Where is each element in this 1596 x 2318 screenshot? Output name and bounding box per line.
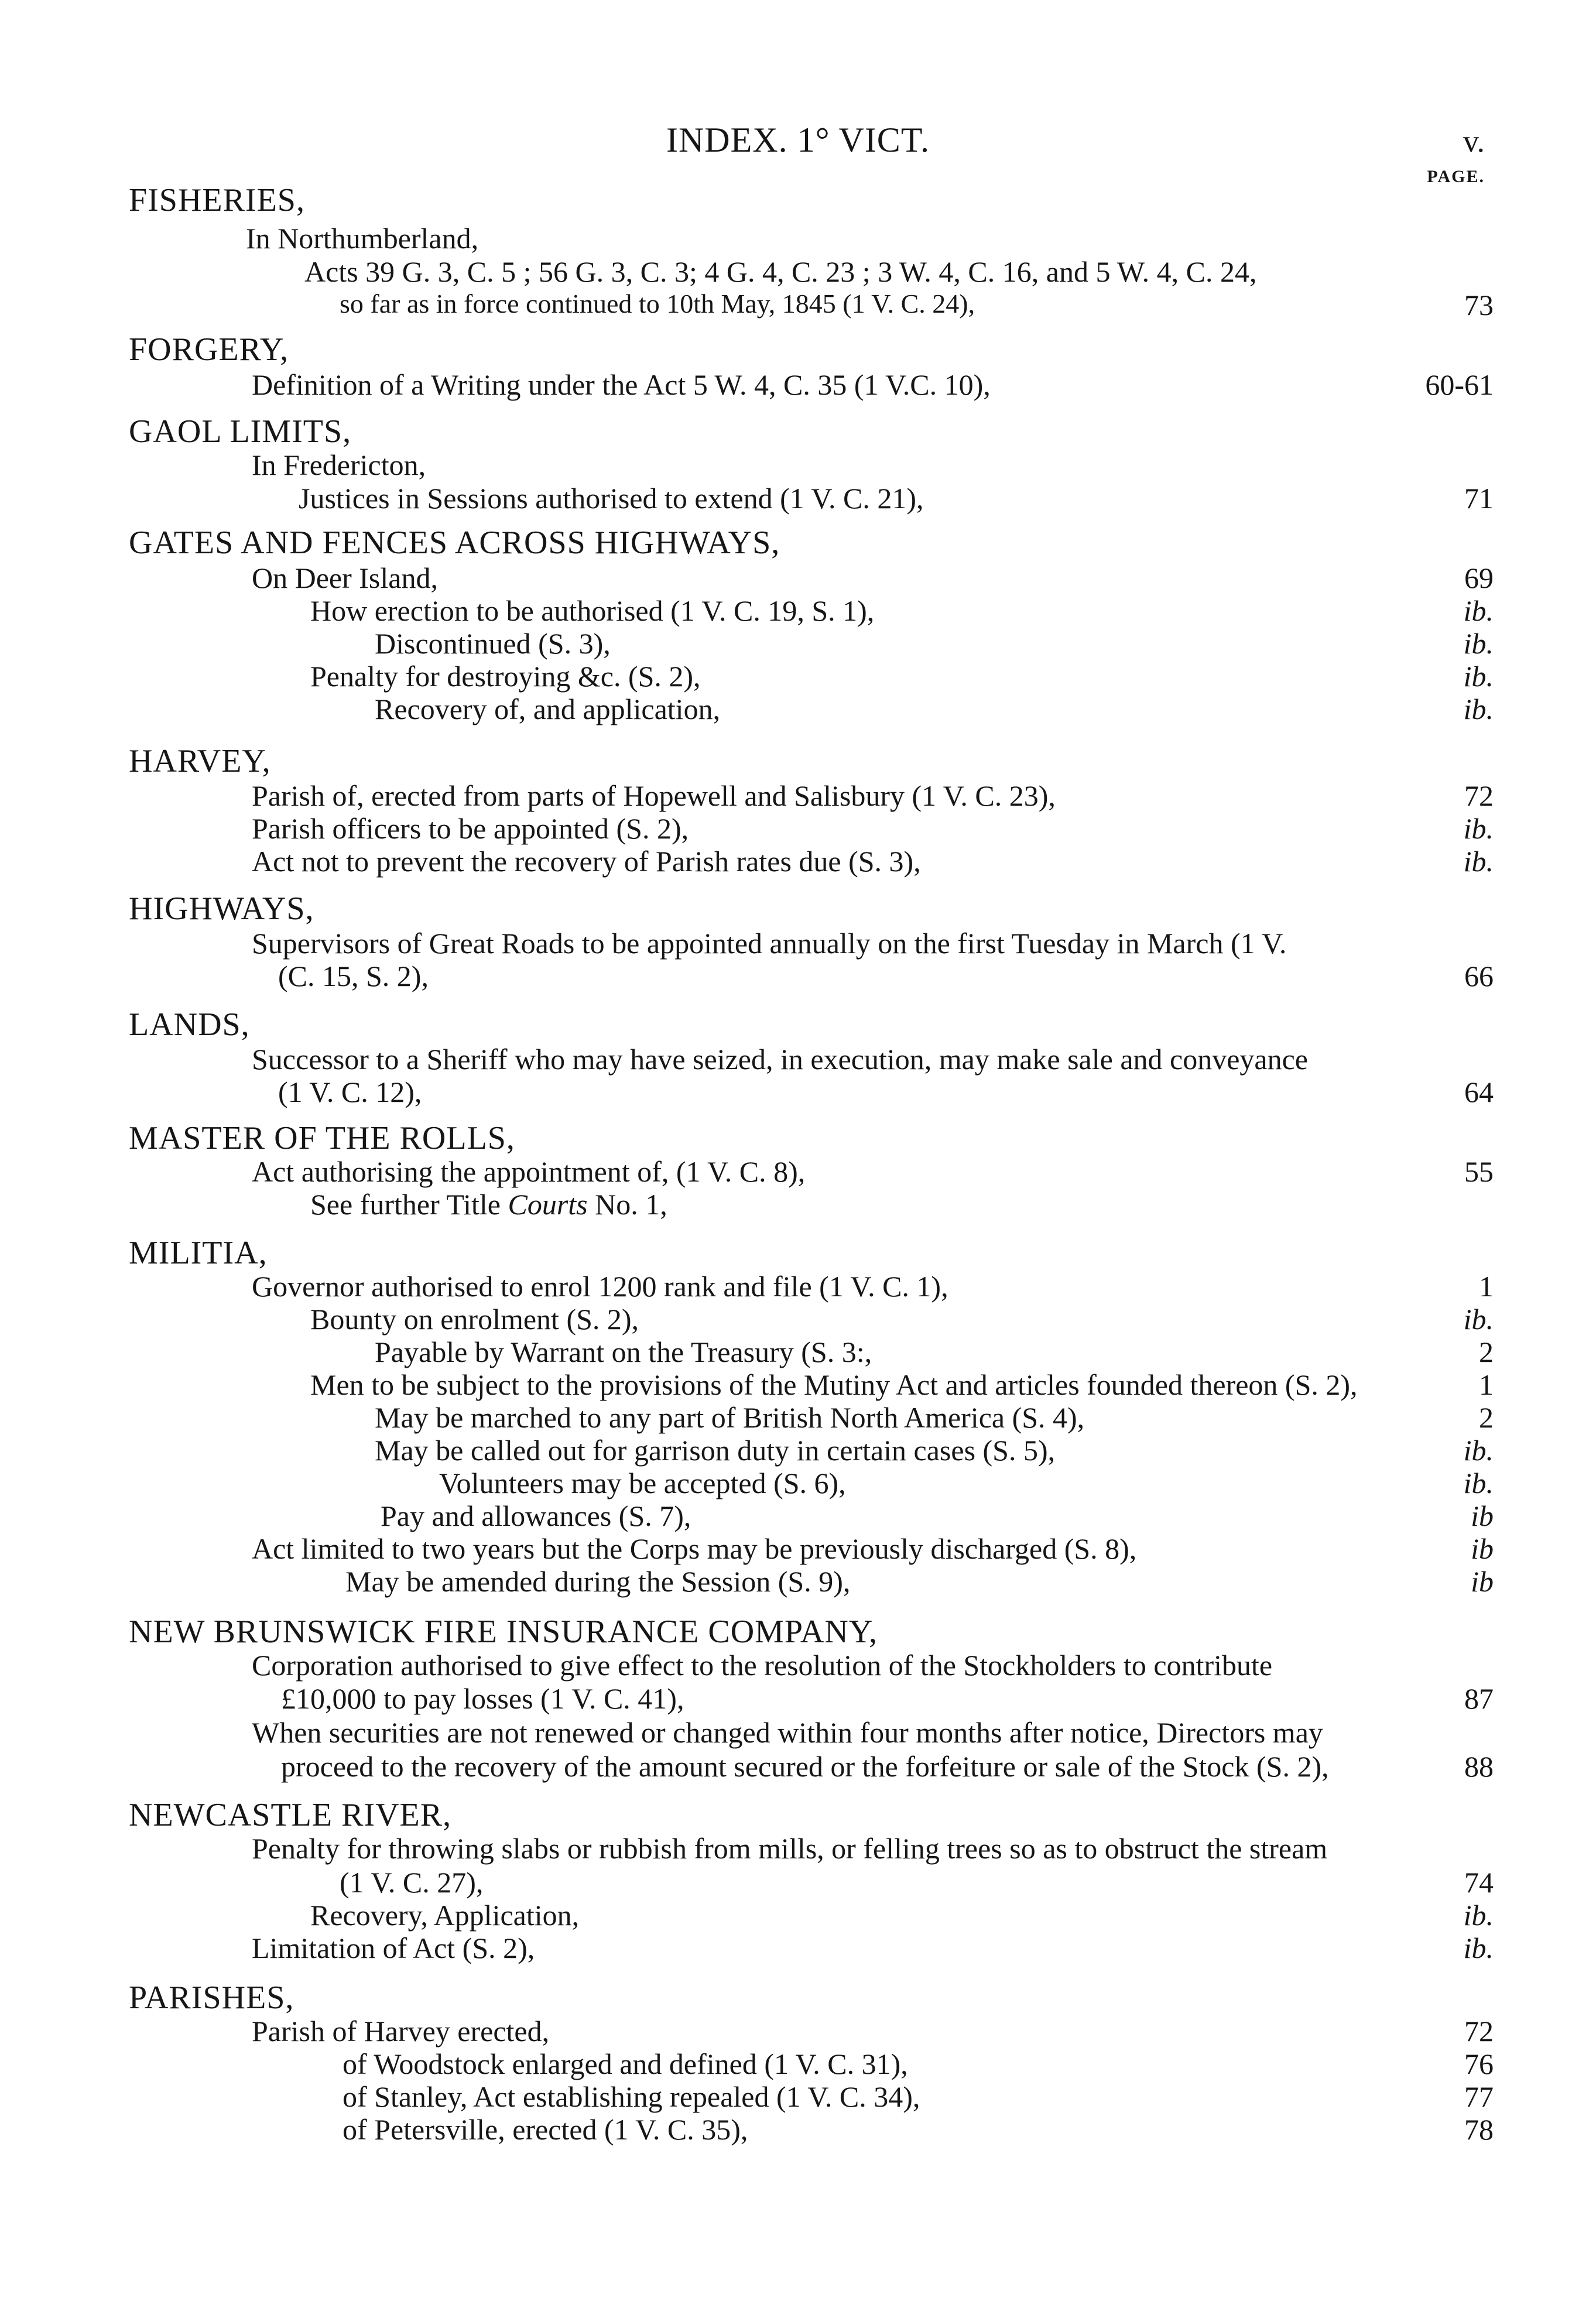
entry-line: Bounty on enrolment (S. 2), <box>310 1303 639 1336</box>
entry-line: Penalty for destroying &c. (S. 2), <box>310 660 701 693</box>
entry-line: Acts 39 G. 3, C. 5 ; 56 G. 3, C. 3; 4 G. 4, C. 23 ; 3 W. 4, C. 16, and 5 W. 4, C. 24, <box>304 255 1257 288</box>
page-ref: ib. <box>1463 594 1494 627</box>
page-ref: ib <box>1471 1499 1494 1532</box>
entry-line: Act limited to two years but the Corps may be previously discharged (S. 8), <box>252 1532 1137 1565</box>
page-ref: ib. <box>1463 1303 1494 1336</box>
heading-new-brunswick-fire-insurance: NEW BRUNSWICK FIRE INSURANCE COMPANY, <box>129 1614 878 1650</box>
page-ref: 73 <box>1464 289 1494 321</box>
page-ref: 2 <box>1479 1401 1494 1434</box>
page-ref: 1 <box>1479 1368 1494 1401</box>
entry-line: £10,000 to pay losses (1 V. C. 41), <box>281 1682 684 1715</box>
entry-line: Discontinued (S. 3), <box>375 627 611 660</box>
entry-line-cross-reference <box>310 1187 667 1221</box>
entry-line: Parish of Harvey erected, <box>252 2015 550 2047</box>
heading-fisheries: FISHERIES, <box>129 182 305 218</box>
page-ref: 77 <box>1464 2080 1494 2113</box>
heading-parishes: PARISHES, <box>129 1980 294 2016</box>
entry-line: On Deer Island, <box>252 561 438 594</box>
entry-line: Limitation of Act (S. 2), <box>252 1932 535 1964</box>
cross-reference-suffix: No. 1, <box>587 1188 667 1221</box>
entry-line: Justices in Sessions authorised to extend (1 V. C. 21), <box>299 482 924 515</box>
page-ref: ib. <box>1463 1434 1494 1467</box>
page-ref: 71 <box>1464 482 1494 515</box>
page-ref: 74 <box>1464 1866 1494 1899</box>
entry-line: of Petersville, erected (1 V. C. 35), <box>343 2113 748 2146</box>
page-column-label: PAGE. <box>1427 167 1485 186</box>
page-ref: 69 <box>1464 561 1494 594</box>
page-ref: 66 <box>1464 960 1494 992</box>
entry-line: Parish of, erected from parts of Hopewell and Salisbury (1 V. C. 23), <box>252 779 1056 812</box>
entry-line: so far as in force continued to 10th May, 1845 (1 V. C. 24), <box>340 289 975 319</box>
entry-line: Definition of a Writing under the Act 5 W. 4, C. 35 (1 V.C. 10), <box>252 368 991 401</box>
page-ref: ib. <box>1463 1932 1494 1964</box>
entry-line: Governor authorised to enrol 1200 rank and file (1 V. C. 1), <box>252 1270 948 1303</box>
entry-line: Men to be subject to the provisions of the Mutiny Act and articles founded thereon (S. 2), <box>310 1368 1358 1401</box>
page-ref: 60-61 <box>1425 368 1494 401</box>
page-ref: ib. <box>1463 660 1494 693</box>
entry-line: Corporation authorised to give effect to the resolution of the Stockholders to contribute <box>252 1649 1273 1682</box>
heading-gaol-limits: GAOL LIMITS, <box>129 413 352 450</box>
entry-line: When securities are not renewed or changed within four months after notice, Directors may <box>252 1716 1323 1749</box>
heading-master-of-the-rolls: MASTER OF THE ROLLS, <box>129 1120 515 1156</box>
entry-line: In Northumberland, <box>246 222 479 255</box>
entry-line: How erection to be authorised (1 V. C. 19, S. 1), <box>310 594 875 627</box>
entry-line: Payable by Warrant on the Treasury (S. 3:, <box>375 1336 872 1368</box>
page-ref: 88 <box>1464 1750 1494 1783</box>
page-ref: ib. <box>1463 845 1494 878</box>
page-ref: 76 <box>1464 2047 1494 2080</box>
page-ref: 2 <box>1479 1336 1494 1368</box>
page-ref: ib. <box>1463 693 1494 725</box>
entry-line: Recovery, Application, <box>310 1899 580 1932</box>
entry-line: Supervisors of Great Roads to be appointed annually on the first Tuesday in March (1 V. <box>252 927 1287 960</box>
entry-line: (C. 15, S. 2), <box>278 960 429 992</box>
page-ref: 64 <box>1464 1076 1494 1108</box>
entry-line: Act authorising the appointment of, (1 V. C. 8), <box>252 1155 806 1188</box>
page-ref: 87 <box>1464 1682 1494 1715</box>
entry-line: Successor to a Sheriff who may have seized, in execution, may make sale and conveyance <box>252 1043 1308 1076</box>
heading-militia: MILITIA, <box>129 1235 268 1271</box>
entry-line: Recovery of, and application, <box>375 693 721 725</box>
entry-line: Pay and allowances (S. 7), <box>381 1499 691 1532</box>
cross-reference-prefix: See further Title <box>310 1188 508 1221</box>
entry-line: In Fredericton, <box>252 448 426 481</box>
entry-line: May be amended during the Session (S. 9), <box>345 1565 851 1598</box>
page-ref: 1 <box>1479 1270 1494 1303</box>
running-head-title: INDEX. 1° VICT. <box>666 121 930 159</box>
page-ref: 78 <box>1464 2113 1494 2146</box>
heading-harvey: HARVEY, <box>129 743 271 779</box>
page-ref: ib. <box>1463 627 1494 660</box>
entry-line: May be called out for garrison duty in certain cases (S. 5), <box>375 1434 1056 1467</box>
page-ref: ib <box>1471 1532 1494 1565</box>
page-ref: ib. <box>1463 1467 1494 1499</box>
entry-line: of Woodstock enlarged and defined (1 V. C. 31), <box>343 2047 908 2080</box>
folio-number: v. <box>1463 124 1485 159</box>
page-ref: 72 <box>1464 2015 1494 2047</box>
page-ref: ib. <box>1463 812 1494 845</box>
heading-highways: HIGHWAYS, <box>129 891 314 927</box>
entry-line: Penalty for throwing slabs or rubbish from mills, or felling trees so as to obstruct the stream <box>252 1832 1328 1865</box>
heading-lands: LANDS, <box>129 1006 250 1043</box>
entry-line: of Stanley, Act establishing repealed (1 V. C. 34), <box>343 2080 920 2113</box>
cross-reference-title: Courts <box>508 1188 588 1221</box>
page-ref: ib <box>1471 1565 1494 1598</box>
entry-line: May be marched to any part of British North America (S. 4), <box>375 1401 1085 1434</box>
entry-line: (1 V. C. 27), <box>340 1866 484 1899</box>
page-ref: 55 <box>1464 1155 1494 1188</box>
heading-gates-and-fences: GATES AND FENCES ACROSS HIGHWAYS, <box>129 525 780 561</box>
heading-newcastle-river: NEWCASTLE RIVER, <box>129 1797 452 1833</box>
heading-forgery: FORGERY, <box>129 331 289 368</box>
page-ref: 72 <box>1464 779 1494 812</box>
entry-line: proceed to the recovery of the amount secured or the forfeiture or sale of the Stock (S. 2), <box>281 1750 1329 1783</box>
entry-line: Act not to prevent the recovery of Parish rates due (S. 3), <box>252 845 921 878</box>
entry-line: Parish officers to be appointed (S. 2), <box>252 812 689 845</box>
entry-line: Volunteers may be accepted (S. 6), <box>439 1467 846 1499</box>
page-ref: ib. <box>1463 1899 1494 1932</box>
entry-line: (1 V. C. 12), <box>278 1076 422 1108</box>
